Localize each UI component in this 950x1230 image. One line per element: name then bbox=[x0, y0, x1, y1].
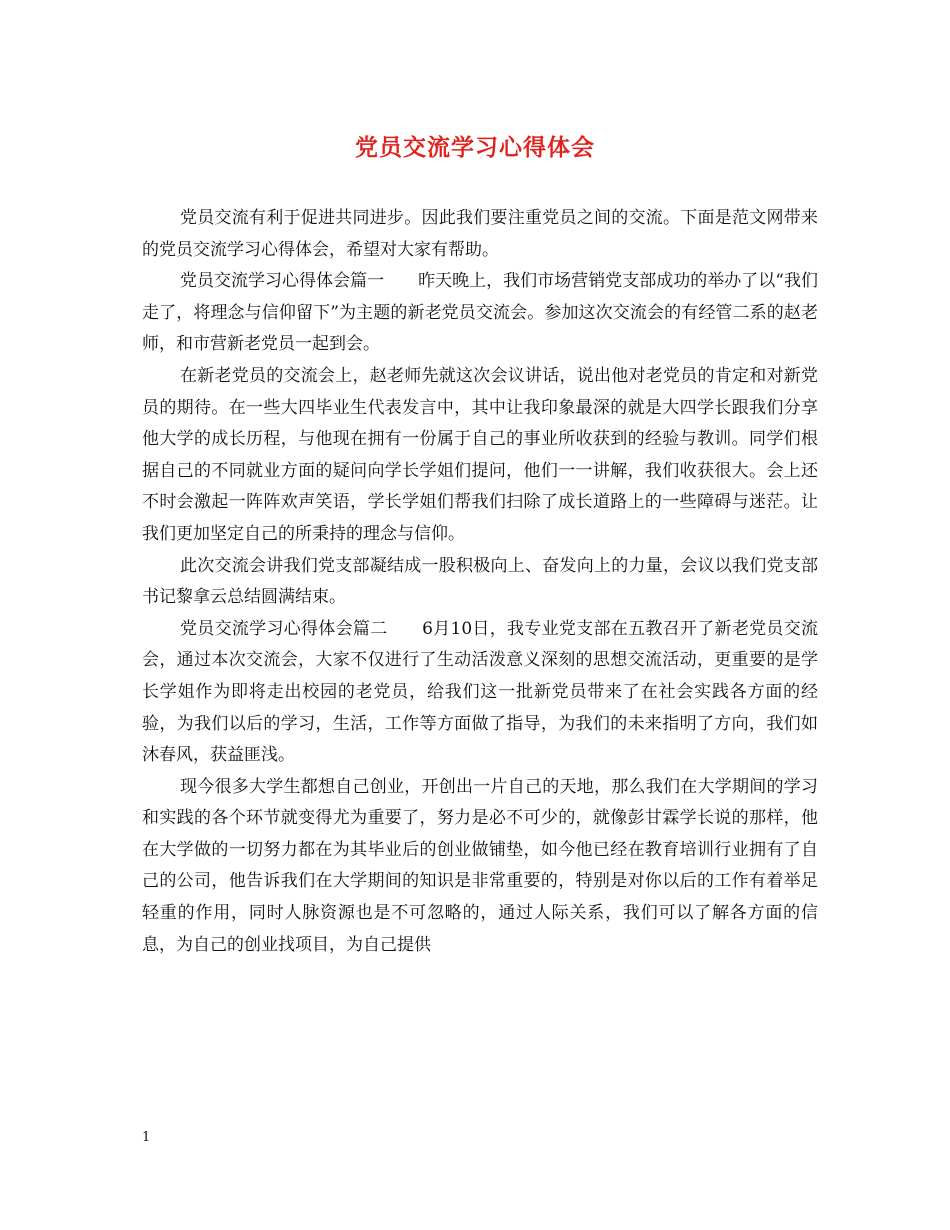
paragraph-6: 现今很多大学生都想自己创业，开创出一片自己的天地，那么我们在大学期间的学习和实践的各个环节就变得尤为重要了，努力是必不可少的，就像彭甘霖学长说的那样，他在大学做的一切努力都在为其毕业后的创业做铺垫，如今他已经在教育培训行业拥有了自己的公司，他告诉我们在大学期间的知识是非常重要的，特别是对你以后的工作有着举足轻重的作用，同时人脉资源也是不可忽略的，通过人际关系，我们可以了解各方面的信息，为自己的创业找项目，为自己提供 bbox=[142, 776, 818, 955]
paragraph-5: 党员交流学习心得体会篇二 6月10日，我专业党支部在五教召开了新老党员交流会，通过本次交流会，大家不仅进行了生动活泼意义深刻的思想交流活动，更重要的是学长学姐作为即将走出校园的老党员，给我们这一批新党员带来了在社会实践各方面的经验，为我们以后的学习，生活，工作等方面做了指导，为我们的未来指明了方向，我们如沐春风，获益匪浅。 bbox=[142, 618, 818, 766]
paragraph-3: 在新老党员的交流会上，赵老师先就这次会议讲话，说出他对老党员的肯定和对新党员的期待。在一些大四毕业生代表发言中，其中让我印象最深的就是大四学长跟我们分享他大学的成长历程，与他现在拥有一份属于自己的事业所收获到的经验与教训。同学们根据自己的不同就业方面的疑问向学长学姐们提问，他们一一讲解，我们收获很大。会上还不时会激起一阵阵欢声笑语，学长学姐们帮我们扫除了成长道路上的一些障碍与迷茫。让我们更加坚定自己的所秉持的理念与信仰。 bbox=[142, 365, 818, 544]
document-body bbox=[142, 203, 818, 961]
paragraph-2: 党员交流学习心得体会篇一 昨天晚上，我们市场营销党支部成功的举办了以“我们走了，将理念与信仰留下”为主题的新老党员交流会。参加这次交流会的有经管二系的赵老师，和市营新老党员一起到会。 bbox=[142, 271, 818, 355]
page-number: 1 bbox=[142, 1130, 151, 1145]
paragraph-4: 此次交流会讲我们党支部凝结成一股积极向上、奋发向上的力量，会议以我们党支部书记黎拿云总结圆满结束。 bbox=[142, 555, 818, 608]
paragraph-1: 党员交流有利于促进共同进步。因此我们要注重党员之间的交流。下面是范文网带来的党员交流学习心得体会，希望对大家有帮助。 bbox=[142, 208, 818, 260]
document-title: 党员交流学习心得体会 bbox=[355, 134, 595, 161]
